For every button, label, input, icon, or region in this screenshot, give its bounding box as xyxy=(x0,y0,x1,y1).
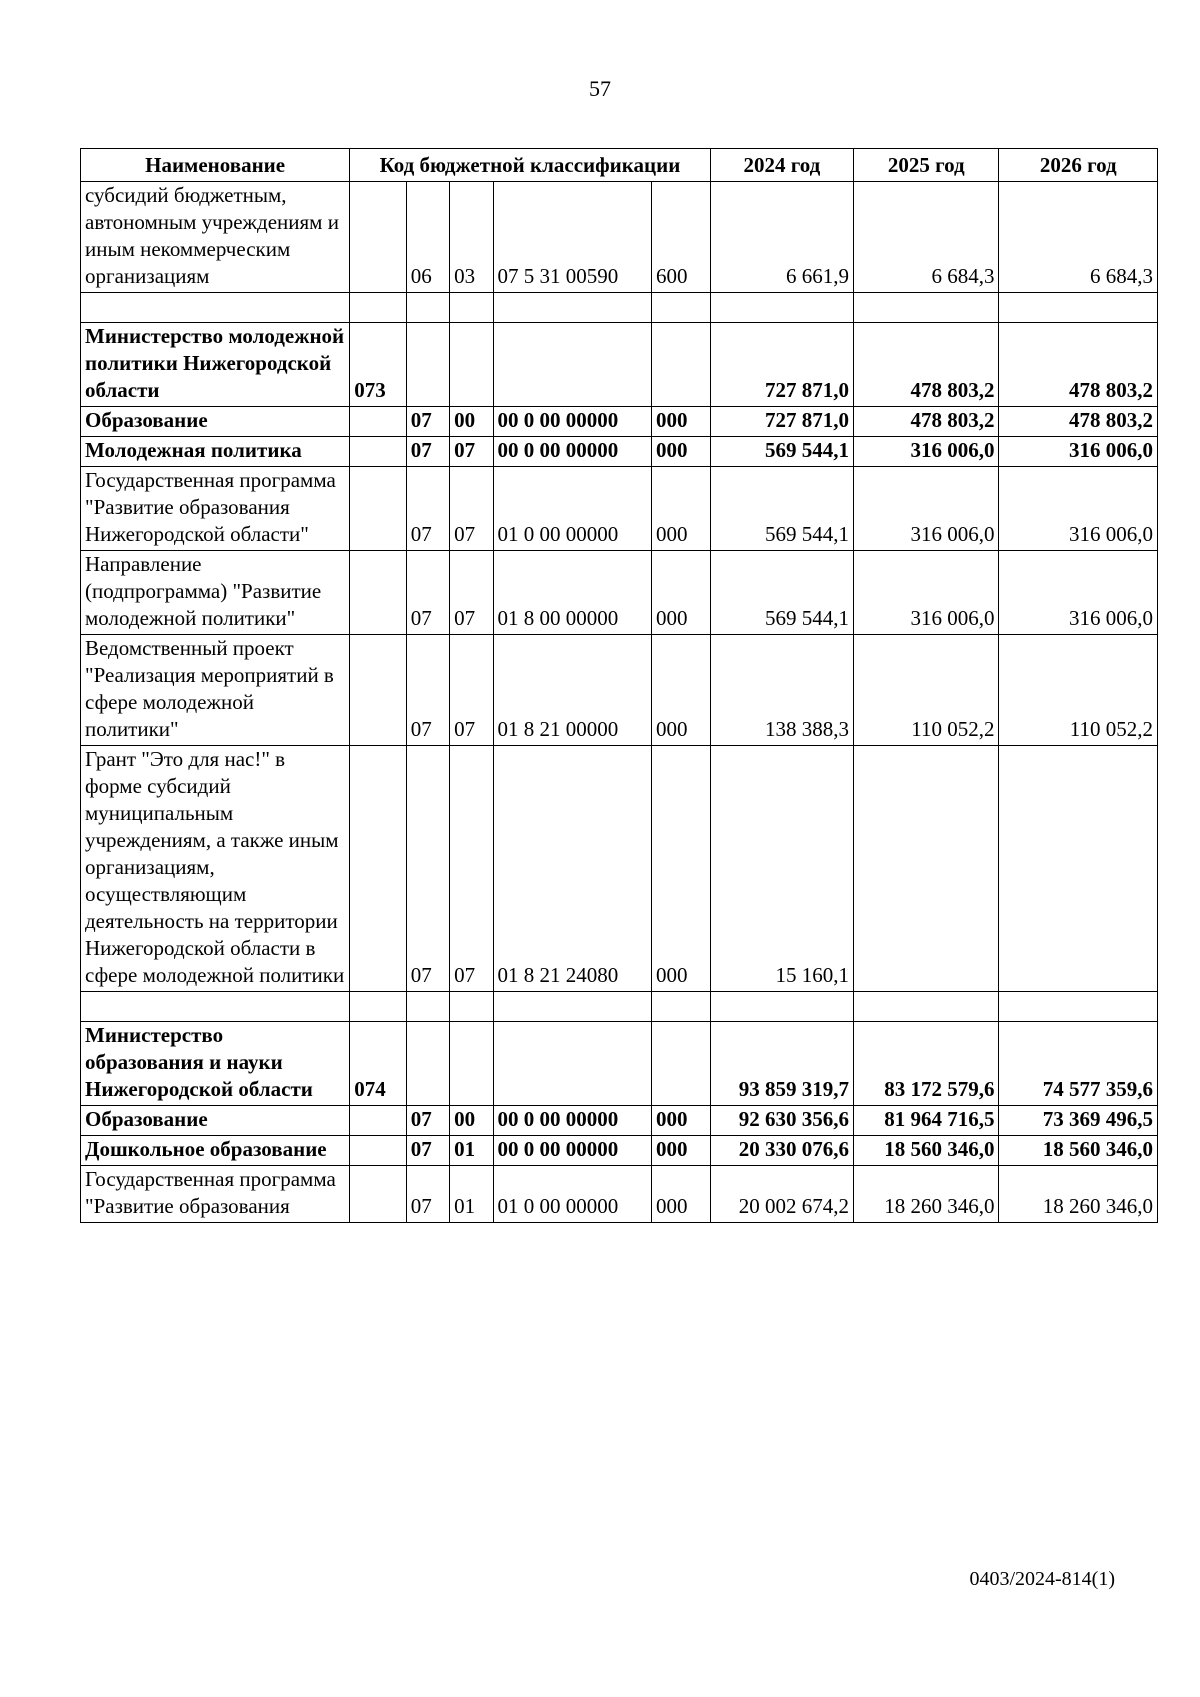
cell-2025 xyxy=(853,992,998,1022)
cell-grbs xyxy=(350,182,406,293)
cell-2024 xyxy=(710,992,853,1022)
cell-expense-type: 000 xyxy=(652,1136,711,1166)
cell-grbs: 074 xyxy=(350,1022,406,1106)
cell-subsection: 00 xyxy=(450,407,493,437)
cell-subsection: 07 xyxy=(450,635,493,746)
cell-2025: 110 052,2 xyxy=(853,635,998,746)
cell-2024: 569 544,1 xyxy=(710,437,853,467)
cell-subsection: 03 xyxy=(450,182,493,293)
cell-name: Направление (подпрограмма) "Развитие молодежной политики" xyxy=(81,551,350,635)
cell-2024: 93 859 319,7 xyxy=(710,1022,853,1106)
cell-2025: 83 172 579,6 xyxy=(853,1022,998,1106)
header-2025: 2025 год xyxy=(853,149,998,182)
cell-2024: 20 002 674,2 xyxy=(710,1166,853,1223)
table-row xyxy=(81,1106,1158,1136)
cell-target-article xyxy=(493,1022,652,1106)
cell-target-article: 00 0 00 00000 xyxy=(493,1136,652,1166)
cell-2025: 478 803,2 xyxy=(853,407,998,437)
cell-section xyxy=(406,992,449,1022)
cell-target-article: 00 0 00 00000 xyxy=(493,407,652,437)
cell-section: 07 xyxy=(406,551,449,635)
cell-section: 07 xyxy=(406,1136,449,1166)
page-number: 57 xyxy=(589,76,611,101)
cell-2026: 478 803,2 xyxy=(999,407,1158,437)
cell-subsection xyxy=(450,992,493,1022)
table-row xyxy=(81,746,1158,992)
cell-subsection xyxy=(450,323,493,407)
cell-section: 07 xyxy=(406,746,449,992)
cell-grbs xyxy=(350,437,406,467)
budget-table xyxy=(80,148,1158,1223)
cell-grbs xyxy=(350,1106,406,1136)
table-row xyxy=(81,437,1158,467)
cell-section: 06 xyxy=(406,182,449,293)
cell-2025: 316 006,0 xyxy=(853,467,998,551)
cell-target-article xyxy=(493,293,652,323)
cell-section: 07 xyxy=(406,1166,449,1223)
cell-2026 xyxy=(999,746,1158,992)
cell-2024: 138 388,3 xyxy=(710,635,853,746)
cell-2025 xyxy=(853,746,998,992)
cell-2024 xyxy=(710,293,853,323)
cell-section xyxy=(406,293,449,323)
cell-expense-type: 000 xyxy=(652,407,711,437)
cell-2026: 73 369 496,5 xyxy=(999,1106,1158,1136)
table-row xyxy=(81,1022,1158,1106)
cell-2026: 316 006,0 xyxy=(999,467,1158,551)
cell-name: Государственная программа "Развитие образования xyxy=(81,1166,350,1223)
cell-2024: 727 871,0 xyxy=(710,323,853,407)
cell-2024: 20 330 076,6 xyxy=(710,1136,853,1166)
table-row xyxy=(81,992,1158,1022)
cell-expense-type: 000 xyxy=(652,467,711,551)
cell-2026: 6 684,3 xyxy=(999,182,1158,293)
table-row xyxy=(81,1136,1158,1166)
cell-target-article: 01 8 21 00000 xyxy=(493,635,652,746)
cell-name: Государственная программа "Развитие образования Нижегородской области" xyxy=(81,467,350,551)
cell-2026: 18 560 346,0 xyxy=(999,1136,1158,1166)
cell-grbs xyxy=(350,551,406,635)
table-row xyxy=(81,635,1158,746)
cell-target-article: 00 0 00 00000 xyxy=(493,437,652,467)
cell-grbs xyxy=(350,293,406,323)
cell-section: 07 xyxy=(406,467,449,551)
cell-target-article: 01 0 00 00000 xyxy=(493,1166,652,1223)
cell-subsection xyxy=(450,1022,493,1106)
cell-2025: 478 803,2 xyxy=(853,323,998,407)
table-row xyxy=(81,323,1158,407)
cell-section: 07 xyxy=(406,437,449,467)
cell-target-article: 00 0 00 00000 xyxy=(493,1106,652,1136)
cell-target-article xyxy=(493,992,652,1022)
cell-2025: 316 006,0 xyxy=(853,437,998,467)
cell-name: Министерство образования и науки Нижегородской области xyxy=(81,1022,350,1106)
cell-grbs xyxy=(350,467,406,551)
cell-name xyxy=(81,992,350,1022)
cell-section xyxy=(406,323,449,407)
cell-expense-type: 000 xyxy=(652,551,711,635)
cell-2026: 74 577 359,6 xyxy=(999,1022,1158,1106)
cell-expense-type xyxy=(652,1022,711,1106)
cell-name: субсидий бюджетным, автономным учреждениям и иным некоммерческим организациям xyxy=(81,182,350,293)
cell-target-article: 01 8 21 24080 xyxy=(493,746,652,992)
cell-name: Грант "Это для нас!" в форме субсидий муниципальным учреждениям, а также иным организациям, осуществляющим деятельность на территории Нижегородской области в сфере молодежной политики xyxy=(81,746,350,992)
cell-grbs xyxy=(350,746,406,992)
cell-2024: 727 871,0 xyxy=(710,407,853,437)
table-row xyxy=(81,407,1158,437)
cell-grbs xyxy=(350,407,406,437)
cell-expense-type: 000 xyxy=(652,635,711,746)
cell-grbs xyxy=(350,1166,406,1223)
cell-target-article xyxy=(493,323,652,407)
table-row xyxy=(81,293,1158,323)
cell-2024: 6 661,9 xyxy=(710,182,853,293)
cell-name xyxy=(81,293,350,323)
cell-2026: 110 052,2 xyxy=(999,635,1158,746)
cell-2025: 6 684,3 xyxy=(853,182,998,293)
cell-subsection: 07 xyxy=(450,746,493,992)
cell-2026: 18 260 346,0 xyxy=(999,1166,1158,1223)
cell-2026: 478 803,2 xyxy=(999,323,1158,407)
cell-2026: 316 006,0 xyxy=(999,551,1158,635)
cell-2025: 81 964 716,5 xyxy=(853,1106,998,1136)
cell-subsection: 07 xyxy=(450,467,493,551)
cell-name: Министерство молодежной политики Нижегородской области xyxy=(81,323,350,407)
document-code: 0403/2024-814(1) xyxy=(969,1568,1115,1590)
cell-section: 07 xyxy=(406,1106,449,1136)
table-body xyxy=(81,182,1158,1223)
cell-section: 07 xyxy=(406,635,449,746)
cell-target-article: 01 0 00 00000 xyxy=(493,467,652,551)
cell-2025: 18 560 346,0 xyxy=(853,1136,998,1166)
cell-2026: 316 006,0 xyxy=(999,437,1158,467)
cell-expense-type: 000 xyxy=(652,437,711,467)
cell-target-article: 07 5 31 00590 xyxy=(493,182,652,293)
cell-2024: 15 160,1 xyxy=(710,746,853,992)
cell-section xyxy=(406,1022,449,1106)
cell-2025: 18 260 346,0 xyxy=(853,1166,998,1223)
cell-grbs: 073 xyxy=(350,323,406,407)
table-row xyxy=(81,182,1158,293)
table-row xyxy=(81,1166,1158,1223)
cell-expense-type: 000 xyxy=(652,1166,711,1223)
cell-name: Образование xyxy=(81,1106,350,1136)
table-row xyxy=(81,467,1158,551)
cell-name: Ведомственный проект "Реализация мероприятий в сфере молодежной политики" xyxy=(81,635,350,746)
header-2024: 2024 год xyxy=(710,149,853,182)
cell-name: Молодежная политика xyxy=(81,437,350,467)
cell-subsection xyxy=(450,293,493,323)
table-row xyxy=(81,551,1158,635)
cell-name: Дошкольное образование xyxy=(81,1136,350,1166)
table-header-row xyxy=(81,149,1158,182)
cell-subsection: 00 xyxy=(450,1106,493,1136)
cell-subsection: 01 xyxy=(450,1136,493,1166)
cell-grbs xyxy=(350,992,406,1022)
cell-grbs xyxy=(350,635,406,746)
header-name: Наименование xyxy=(81,149,350,182)
cell-2024: 569 544,1 xyxy=(710,467,853,551)
cell-2024: 92 630 356,6 xyxy=(710,1106,853,1136)
cell-subsection: 07 xyxy=(450,551,493,635)
cell-expense-type: 000 xyxy=(652,746,711,992)
cell-name: Образование xyxy=(81,407,350,437)
cell-2026 xyxy=(999,293,1158,323)
cell-grbs xyxy=(350,1136,406,1166)
cell-expense-type xyxy=(652,992,711,1022)
cell-2025: 316 006,0 xyxy=(853,551,998,635)
cell-target-article: 01 8 00 00000 xyxy=(493,551,652,635)
header-2026: 2026 год xyxy=(999,149,1158,182)
cell-subsection: 07 xyxy=(450,437,493,467)
cell-2026 xyxy=(999,992,1158,1022)
cell-2025 xyxy=(853,293,998,323)
cell-section: 07 xyxy=(406,407,449,437)
cell-expense-type: 600 xyxy=(652,182,711,293)
cell-expense-type: 000 xyxy=(652,1106,711,1136)
header-code: Код бюджетной классификации xyxy=(350,149,710,182)
cell-subsection: 01 xyxy=(450,1166,493,1223)
cell-expense-type xyxy=(652,323,711,407)
cell-expense-type xyxy=(652,293,711,323)
cell-2024: 569 544,1 xyxy=(710,551,853,635)
